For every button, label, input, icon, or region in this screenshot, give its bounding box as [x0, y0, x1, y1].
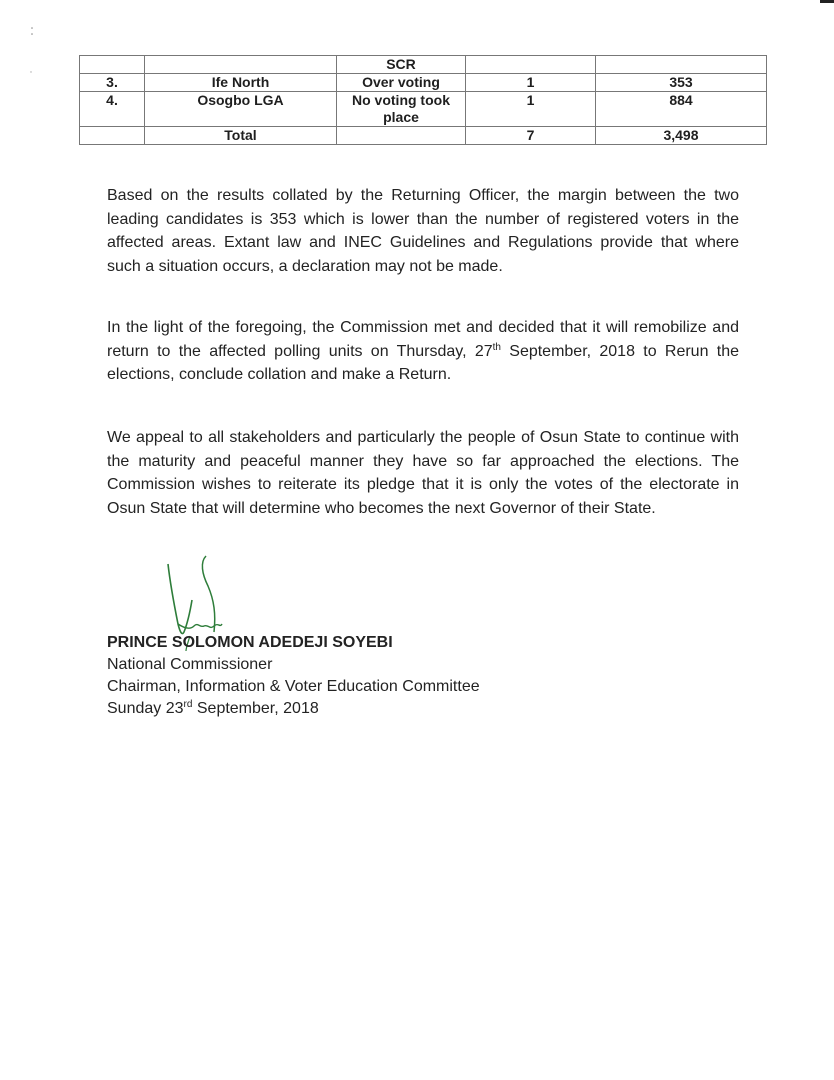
- paragraph-rerun-decision: [107, 316, 739, 387]
- cell-lga: Total: [145, 127, 337, 145]
- signature-date: [107, 698, 480, 720]
- cell-lga: [145, 56, 337, 74]
- signatory-name: PRINCE SOLOMON ADEDEJI SOYEBI: [107, 634, 393, 651]
- cell-units: 1: [466, 74, 596, 92]
- cell-units: 7: [466, 127, 596, 145]
- cell-no: [80, 56, 145, 74]
- cell-reason: SCR: [337, 56, 466, 74]
- signature-block: [107, 632, 480, 720]
- cell-reason: [337, 127, 466, 145]
- signatory-role: Chairman, Information & Voter Education Committee: [107, 678, 480, 695]
- paragraph-margin-statement: Based on the results collated by the Returning Officer, the margin between the two leading candidates is 353 which is lower than the number of registered voters in the affected areas. Extant law and INEC Guidelines and Regulations provide that where such a situation occurs, a declaration may not be made.: [107, 187, 739, 275]
- cell-voters: [596, 56, 767, 74]
- cell-voters: 3,498: [596, 127, 767, 145]
- cell-lga: Ife North: [145, 74, 337, 92]
- table-row: [80, 56, 767, 74]
- signatory-title: National Commissioner: [107, 656, 273, 673]
- table-row-total: [80, 127, 767, 145]
- cell-no: [80, 127, 145, 145]
- cell-no: 4.: [80, 92, 145, 127]
- cell-units: [466, 56, 596, 74]
- table-row: [80, 92, 767, 127]
- paragraph-text: September, 2018 to Rerun the elections, conclude collation and make a Return.: [107, 342, 740, 383]
- date-text: Sunday 23: [107, 700, 184, 717]
- cell-lga: Osogbo LGA: [145, 92, 337, 127]
- cell-voters: 353: [596, 74, 767, 92]
- ordinal-suffix: rd: [183, 699, 193, 710]
- ordinal-suffix: th: [492, 341, 501, 353]
- results-table: [79, 55, 767, 145]
- margin-marks: [28, 22, 36, 82]
- cell-units: 1: [466, 92, 596, 127]
- cell-no: 3.: [80, 74, 145, 92]
- table-row: [80, 74, 767, 92]
- scan-corner-mark: [820, 0, 834, 3]
- date-text: September, 2018: [192, 700, 319, 717]
- cell-reason: Over voting: [337, 74, 466, 92]
- cell-voters: 884: [596, 92, 767, 127]
- cell-reason: No voting took place: [337, 92, 466, 127]
- paragraph-appeal: We appeal to all stakeholders and particularly the people of Osun State to continue with the maturity and peaceful manner they have so far approached the elections. The Commission wishes to reiterate its pledge that it is only the votes of the electorate in Osun State that will determine who becomes the next Governor of their State.: [107, 429, 739, 517]
- paragraph-text: In the light of the foregoing, the Commission met and decided that it will remobilize and return to the affected polling units on Thursday, 27: [107, 319, 739, 360]
